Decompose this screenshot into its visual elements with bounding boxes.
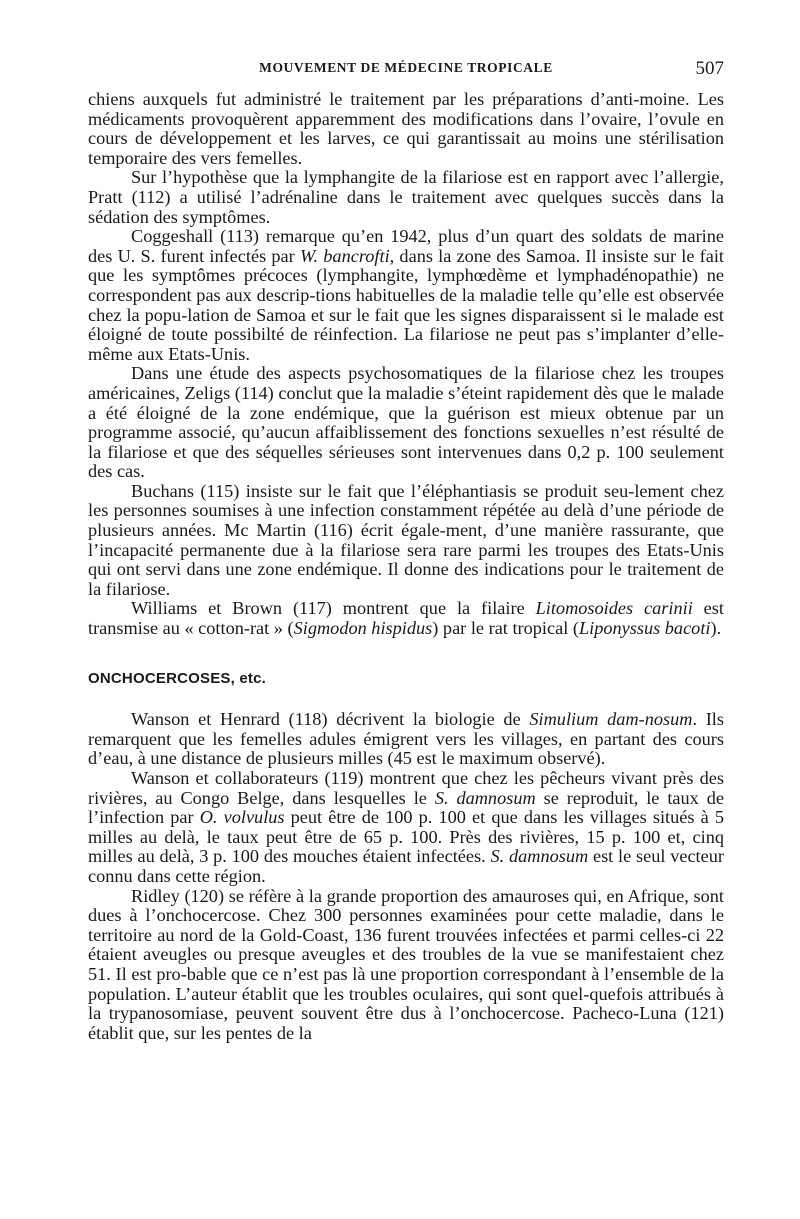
text-run: Dans une étude des aspects psychosomatiques de la filariose chez les troupes américaines, Zeligs (114) conclut que la maladie s’éteint rapidement dès que le malade a été éloigné de la zone endémique, que la guérison est mieux obtenue par un programme associé, qu’aucun affaiblissement des fonctions sexuelles n’est résulté de la filariose et que des séquelles sérieuses sont intervenues dans 0,2 p. 100 seulement des cas. [88, 363, 724, 482]
paragraph-p3 [88, 227, 724, 364]
body-text [88, 90, 724, 1043]
paragraph-p7 [88, 710, 724, 769]
italic-term: Litomosoides carinii [535, 598, 693, 619]
paragraph-p6 [88, 599, 724, 638]
text-run: Coggeshall (113) remarque qu’en 1942, plus d’un quart des soldats de marine des U. S. furent infectés par [88, 226, 724, 266]
text-run: Sur l’hypothèse que la lymphangite de la filariose est en rapport avec l’allergie, Pratt (112) a utilisé l’adrénaline dans le traitement avec quelques succès dans la sédation des symptômes. [88, 167, 724, 227]
text-run: peut être de 100 p. 100 et que dans les villages situés à 5 milles au delà, le taux peut être de 65 p. 100. Près des rivières, 15 p. 100 et, cinq milles au delà, 3 p. 100 des mouches étaient infectées. [88, 807, 724, 867]
italic-term: S. damnosum [490, 846, 589, 867]
paragraph-p1 [88, 90, 724, 168]
italic-term: Liponyssus bacoti [578, 618, 711, 639]
text-run: Buchans (115) insiste sur le fait que l’éléphantiasis se produit seu-lement chez les personnes soumises à une infection constamment répétée au delà d’une période de plusieurs années. Mc Martin (116) écrit égale-ment, d’une manière rassurante, que l’incapacité permanente due à la filariose sera rare parmi les troupes des Etats-Unis qui ont servi dans une zone endémique. Il donne des indications pour le traitement de la filariose. [88, 480, 724, 599]
section-heading: ONCHOCERCOSES, etc. [88, 669, 266, 687]
italic-term: S. damnosum [434, 787, 536, 808]
italic-term: W. bancrofti [299, 245, 390, 266]
text-run: ) par le rat tropical ( [432, 618, 579, 639]
text-run: . Ils remarquent que les femelles adules émigrent vers les villages, en partant des cours d’eau, à une distance de plusieurs milles (45 est le maximum observé). [88, 709, 724, 769]
text-run: est le seul vecteur connu dans cette région. [88, 846, 724, 886]
text-run: Williams et Brown (117) montrent que la filaire [131, 598, 536, 619]
paragraph-p8 [88, 769, 724, 887]
paragraph-p4 [88, 364, 724, 482]
paragraphs-filariose [88, 90, 724, 639]
text-run: est transmise au « cotton-rat » ( [88, 598, 724, 639]
text-run: chiens auxquels fut administré le traitement par les préparations d’anti-moine. Les médicaments provoquèrent apparemment des modifications dans l’ovaire, l’ovule en cours de développement et les larves, ce qui garantissait au moins une stérilisation temporaire des vers femelles. [88, 89, 724, 168]
text-run: , dans la zone des Samoa. Il insiste sur le fait que les symptômes précoces (lymphangite, lymphœdème et lymphadénopathie) ne correspondent pas aux descrip-tions habituelles de la maladie telle qu’elle est observée chez la popu-lation de Samoa et sur le fait que les signes disparaissent si le malade est éloigné de toute possibilté de réinfection. La filariose ne peut pas s’implanter d’elle-même aux Etats-Unis. [88, 245, 724, 364]
paragraph-p2 [88, 168, 724, 227]
running-head [88, 58, 724, 80]
text-run: Ridley (120) se réfère à la grande proportion des amauroses qui, en Afrique, sont dues à l’onchocercose. Chez 300 personnes examinées pour cette maladie, dans le territoire au nord de la Gold-Coast, 136 furent trouvées infectées et parmi celles-ci 22 étaient aveugles ou presque aveugles et des troubles de la vue se manifestaient chez 51. Il est pro-bable que ce n’est pas là une proportion correspondant à l’ensemble de la population. L’auteur établit que les troubles oculaires, qui sont quel-quefois attribués à la trypanosomiase, peuvent souvent être dus à l’onchocercose. Pacheco-Luna (121) établit que, sur les pentes de la [88, 885, 724, 1043]
running-title: MOUVEMENT DE MÉDECINE TROPICALE [259, 60, 553, 75]
text-run: ). [710, 618, 722, 639]
text-run: Wanson et collaborateurs (119) montrent que chez les pêcheurs vivant près des rivières, au Congo Belge, dans lesquelles le [88, 768, 724, 808]
paragraph-p5 [88, 482, 724, 600]
paragraph-p9 [88, 887, 724, 1044]
paragraphs-onchocercoses [88, 710, 724, 1043]
page-number: 507 [695, 58, 724, 79]
italic-term: Simulium dam-nosum [529, 709, 693, 730]
text-run: se reproduit, le taux de l’infection par [88, 787, 724, 828]
italic-term: O. volvulus [199, 807, 285, 828]
italic-term: Sigmodon hispidus [293, 618, 433, 639]
text-run: Wanson et Henrard (118) décrivent la biologie de [131, 709, 530, 730]
